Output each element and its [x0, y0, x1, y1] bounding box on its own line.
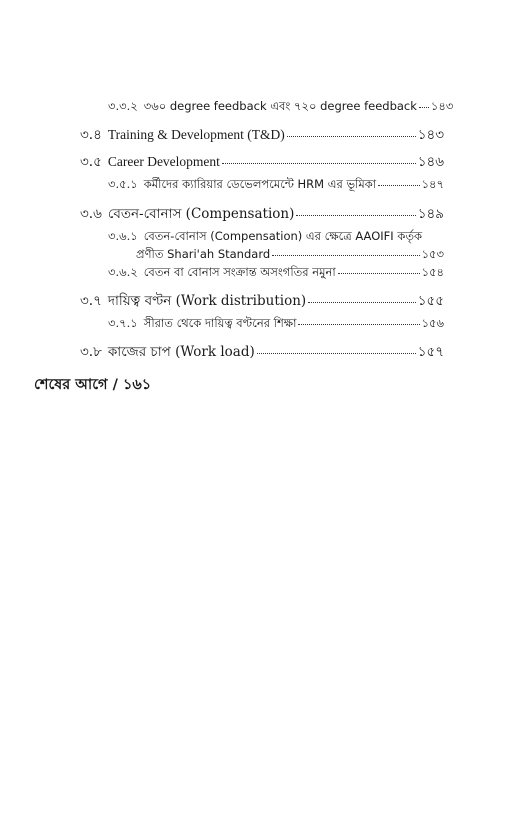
toc-page: ১৫৫ — [417, 293, 444, 309]
dot-leader — [419, 107, 429, 108]
toc-page: ১৫৪ — [421, 265, 444, 279]
final-chapter-heading: শেষের আগে / ১৬১ — [34, 377, 152, 393]
toc-title: Training & Development (T&D) — [107, 127, 285, 142]
toc-number: ৩.৮ — [80, 344, 102, 360]
toc-page: ১৪৯ — [417, 206, 444, 222]
toc-title: বেতন বা বোনাস সংক্রান্ত অসংগতির নমুনা — [143, 265, 336, 279]
toc-title: বেতন-বোনাস (Compensation) — [107, 206, 295, 222]
toc-number: ৩.৪ — [80, 127, 102, 143]
toc-number: ৩.৬.১ — [108, 229, 138, 243]
dot-leader — [272, 255, 419, 256]
toc-title: কাজের চাপ (Work load) — [107, 344, 255, 360]
toc-title: দায়িত্ব বণ্টন (Work distribution) — [107, 293, 307, 309]
toc-page: ১৪৭ — [421, 177, 444, 191]
toc-page: ১৪৩ — [417, 127, 444, 143]
toc-entry-3-5-1 — [108, 176, 444, 192]
toc-entry-3-6 — [80, 206, 444, 222]
toc-number: ৩.৫.১ — [108, 177, 138, 191]
toc-number: ৩.৬.২ — [108, 265, 138, 279]
dot-leader — [308, 302, 416, 303]
toc-title: প্রণীত Shari'ah Standard — [136, 247, 271, 261]
toc-title: বেতন-বোনাস (Compensation) এর ক্ষেত্রে AAOIFI কর্তৃক — [143, 229, 423, 243]
toc-entry-3-3-2 — [108, 98, 454, 114]
dot-leader — [222, 163, 416, 164]
toc-number: ৩.৩.২ — [108, 99, 138, 113]
toc-entry-3-5 — [80, 154, 444, 170]
toc-title: কর্মীদের ক্যারিয়ার ডেভেলপমেন্টে HRM এর ভূমিকা — [143, 177, 377, 191]
dot-leader — [287, 136, 416, 137]
dot-leader — [378, 185, 419, 186]
dot-leader — [298, 324, 419, 325]
toc-page: ১৫৬ — [421, 316, 444, 330]
toc-page: ১৪৩ — [430, 99, 454, 113]
toc-entry-3-6-1 — [108, 228, 444, 244]
toc-page: ১৪৬ — [417, 154, 444, 170]
toc-page: ১৫৩ — [421, 247, 444, 261]
toc-entry-3-8 — [80, 344, 444, 360]
toc-entry-3-7-1 — [108, 315, 444, 331]
toc-number: ৩.৭ — [80, 293, 102, 309]
toc-entry-3-6-1-cont — [136, 246, 444, 262]
dot-leader — [257, 353, 416, 354]
dot-leader — [338, 273, 420, 274]
toc-entry-3-7 — [80, 293, 444, 309]
toc-number: ৩.৫ — [80, 154, 102, 170]
toc-title: Career Development — [107, 154, 220, 169]
toc-number: ৩.৬ — [80, 206, 102, 222]
toc-entry-3-4 — [80, 127, 444, 143]
toc-page: ১৫৭ — [417, 344, 444, 360]
toc-number: ৩.৭.১ — [108, 316, 138, 330]
toc-title: ৩৬০ degree feedback এবং ৭২০ degree feedback — [143, 99, 417, 113]
dot-leader — [296, 215, 415, 216]
toc-title: সীরাত থেকে দায়িত্ব বণ্টনের শিক্ষা — [143, 316, 297, 330]
toc-entry-3-6-2 — [108, 264, 444, 280]
